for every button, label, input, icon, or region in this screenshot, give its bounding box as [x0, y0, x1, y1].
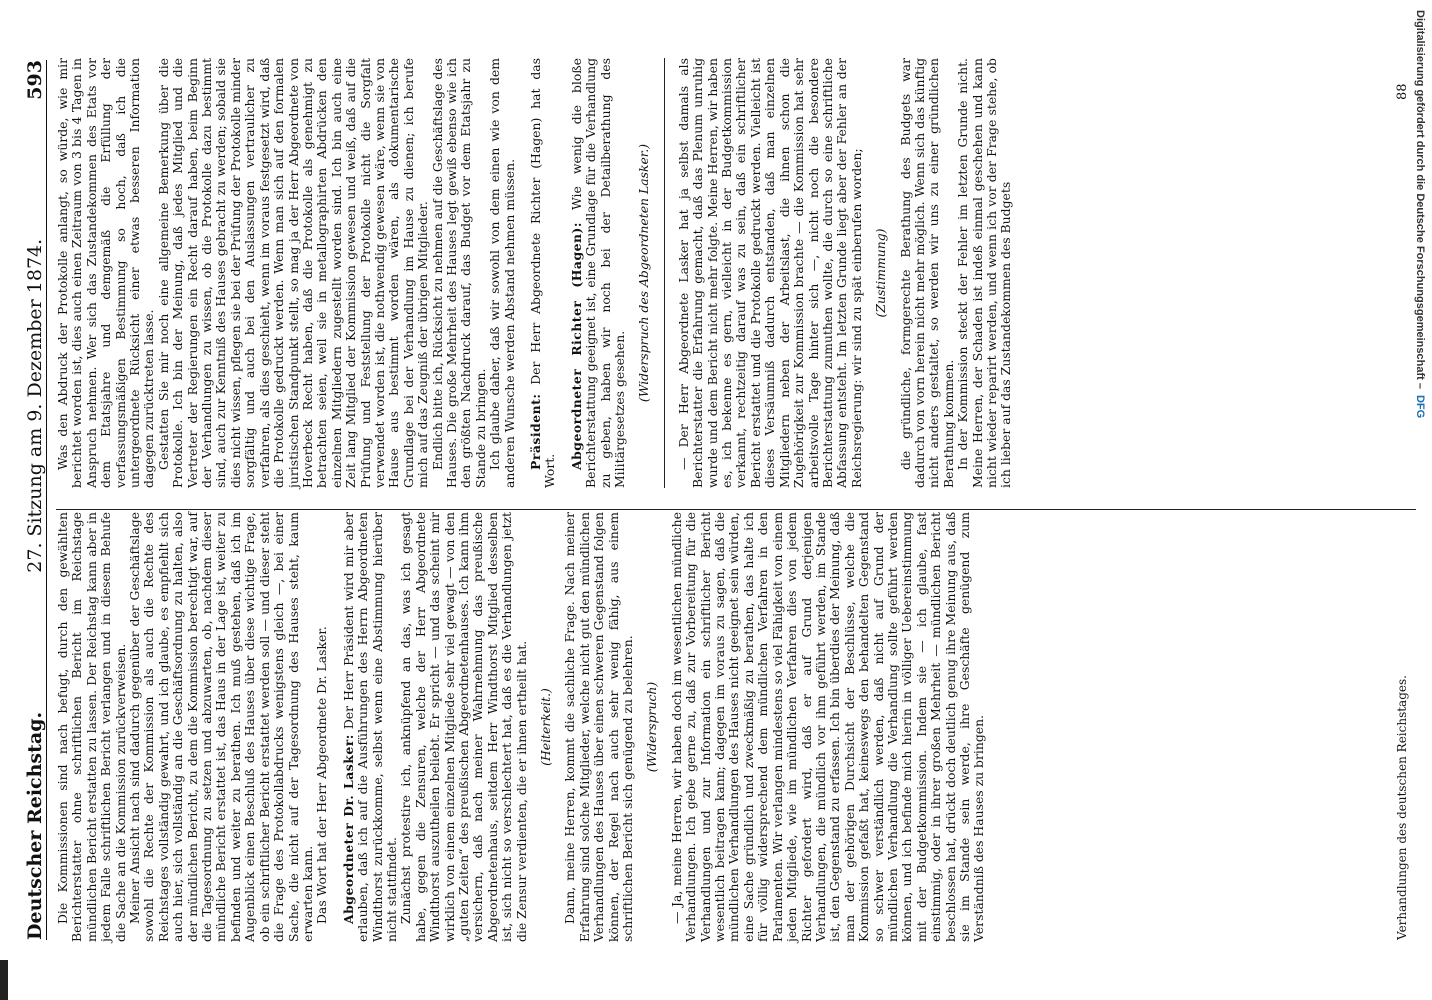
speech-text: Wie wenig die bloße Berichterstattung geeignet ist, eine Grundlage für die Verhandlung zu geben, haben wir noch bei der Detailberathung des Militärgesetzes gesehen. [568, 58, 628, 488]
paragraph: Zunächst protestire ich, anknüpfend an das, was ich gesagt habe, gegen die Zensuren, welche der Herr Abgeordnete Windthorst auszutheilen beliebt. Er spricht — und das scheint mir wirklich von einem einzelnen Mitgliede sehr viel gewagt — von den „guten Zeiten“ des preußischen Abgeordnetenhauses. Ich kann ihm versichern, daß nach meiner Wahrnehmung das preußische Abgeordnetenhaus, seitdem Herr Windthorst Mitglied desselben ist, sich nicht so verschlechtert hat, daß es die Verhandlungen jetzt die Zensur verdienten, die er ihnen ertheilt hat. [398, 512, 529, 942]
paragraph: Meiner Ansicht nach sind dadurch gegenüber der Geschäftslage sowohl die Rechte der Kommission als auch die Rechte des Reichstages vollständig gewahrt, und ich glaube, es empfiehlt sich auch hier, sich vollständig an die Geschäftsordnung zu halten, also der mündlichen Bericht, zu dem die Kommission berechtigt war, auf die Tagesordnung zu setzen und abzuwarten, ob, nachdem dieser mündliche Bericht erstattet ist, das Haus in der Lage ist, weiter zu befinden und weiter zu berathen. Ich muß gestehen, daß ich im Augenblick einen Beschluß des Hauses über diese wichtige Frage, ob ein schriftlicher Bericht erstattet werden soll — und dieser steht die Frage des Protokollabdrucks wenigstens gleich —, bei einer Sache, die nicht auf der Tagesordnung des Hauses steht, kaum erwarten kann. [127, 512, 315, 942]
header-publication: Deutscher Reichstag. [24, 711, 46, 940]
left-text-column [56, 512, 987, 942]
column-divider [56, 509, 1416, 510]
speech-text: Der Herr Abgeordnete Richter (Hagen) hat das Wort. [528, 58, 558, 488]
footer-note: Verhandlungen des deutschen Reichstages. [1395, 675, 1409, 940]
speaker-paragraph [529, 58, 558, 488]
paragraph: In der Kommission steckt der Fehler im letzten Grunde nicht. Meine Herren, der Schaden ist indeß einmal geschehen und kann nicht wieder reparirt werden, und wenn ich vor der Frage stehe, ob ich lieber auf das Zustandekommen des Budgets [955, 58, 1014, 488]
speaker-paragraph [570, 58, 628, 488]
paragraph: Gestatten Sie mir noch eine allgemeine Bemerkung über die Protokolle. Ich bin der Meinung, daß jedes Mitglied und die Vertreter der Regierungen ein Recht darauf haben, beim Beginn der Verhandlungen zu wissen, ob die Protokolle dazu bestimmt sind, auch zur Kenntniß des Hauses gebracht zu werden; sobald sie dies nicht wissen, pflegen sie bei der Prüfung der Protokolle minder sorgfältig und auch bei den Auslassungen vertraulicher zu verfahren, als dies geschieht, wenn im voraus festgesetzt wird, daß die Protokolle gedruckt werden. Wenn man sich auf den formalen juristischen Standpunkt stellt, so mag ja der Herr Abgeordnete von Hoverbeck Recht haben, daß die Protokolle als genehmigt zu betrachten seien, weil sie in metallographirten Abdrücken den einzelnen Mitgliedern zugestellt worden sind. Ich bin auch eine Zeit lang Mitglied der Kommission gewesen und weiß, daß auf die Prüfung und Feststellung der Protokolle nicht die Sorgfalt verwendet worden ist, die nothwendig gewesen wäre, wenn sie von Hause aus bestimmt worden wären, als dokumentarische Grundlage bei der Verhandlung im Hause zu dienen; ich berufe mich auf das Zeugniß der übrigen Mitglieder. [155, 58, 431, 488]
section-divider [664, 58, 665, 488]
speech-text: Der Herr Präsident wird mir aber erlauben, daß ich auf die Ausführungen des Herrn Abgeordneten Windthorst zurückkomme, selbst wenn eine Abstimmung hierüber nicht stattfindet. [340, 512, 399, 942]
speaker-name: Präsident: [528, 393, 543, 470]
scan-edge-mark [0, 960, 8, 1000]
stage-direction: (Widerspruch) [644, 681, 660, 773]
paragraph: Endlich bitte ich, Rücksicht zu nehmen auf die Geschäftslage des Hauses. Die große Mehrheit des Hauses legt gewiß ebenso wie ich den größten Nachdruck darauf, das Budget vor dem Etatsjahr zu Stande zu bringen. [429, 58, 488, 488]
header-session: 27. Sitzung am 9. Dezember 1874. [24, 238, 46, 573]
paragraph: — Der Herr Abgeordnete Lasker hat ja selbst damals als Berichterstatter die Erfahrung gemacht, daß das Plenum unruhig wurde und dem Bericht nicht mehr folgte. Meine Herren, wir haben es, ich bekenne es gern, vielleicht in der Budgetkommission verkannt, rechtzeitig darauf was zu sein, daß ein schriftlicher Bericht erstattet und die Protokolle gedruckt werden. Vielleicht ist dieses Versäumniß dadurch entstanden, daß man einzelnen Mitgliedern neben der Arbeitslast, die ihnen schon die Zugehörigkeit zur Kommission brachte — die Kommission hat sehr arbeitsvolle Tage hinter sich —, nicht noch die besondere Berichterstattung zumuthen wollte, die durch so eine schriftliche Abfassung entsteht. Im letzten Grunde liegt aber der Fehler an der Reichsregierung: wir sind zu spät einberufen worden; [675, 58, 864, 488]
paragraph: Dann, meine Herren, kommt die sachliche Frage. Nach meiner Erfahrung sind solche Mitglieder, welche nicht gut den mündlichen Verhandlungen des Hauses über einen schweren Gegenstand folgen können, der Regel nach auch sehr wenig fähig, aus einem schriftlichen Bericht sich genügend zu belehren. [562, 512, 636, 942]
stage-direction: (Zustimmung) [873, 228, 889, 318]
paragraph: Das Wort hat der Herr Abgeordnete Dr. Lasker. [314, 626, 330, 924]
paragraph: — Ja, meine Herren, wir haben doch im wesentlichen mündliche Verhandlungen. Ich gebe gerne zu, daß zur Vorbereitung für die Verhandlungen und zur Information ein schriftlicher Bericht wesentlich beitragen kann; dagegen im voraus zu sagen, daß die mündlichen Verhandlungen des Hauses nicht geeignet sein würden, eine Sache gründlich und zweckmäßig zu berathen, das halte ich für völlig widersprechend dem mündlichen Verfahren in den Parlamenten. Wir verlangen mindestens so viel Fähigkeit von einem jeden Mitgliede, wie im mündlichen Verfahren dies von jedem Richter gefordert wird, daß er auf Grund derjenigen Verhandlungen, die mündlich vor ihm geführt werden, im Stande ist, den Gegenstand zu erfassen. Ich bin überdies der Meinung, daß man der gehörigen Durchsicht der Beschlüsse, welche die Kommission gefaßt hat, keineswegs den behandelten Gegenstand so schwer verständlich werden, daß nicht auf Grund der mündlichen Verhandlung die Verhandlung sollte geführt werden können, und ich befinde mich hierin in völliger Uebereinstimmung mit der Budgetkommission. Indem sie — ich glaube, fast einstimmig, oder in ihrer großen Mehrheit — mündlichen Bericht beschlossen hat, drückt doch deutlich genug ihre Meinung aus, daß sie im Stande sein werde, ihre Geschäfte genügend zum Verständniß des Hauses zu bringen. [668, 512, 987, 942]
digitization-credit [1406, 10, 1426, 990]
page-number: 593 [24, 60, 46, 100]
speaker-name: Abgeordneter Dr. Lasker: [340, 734, 356, 924]
paragraph: Ich glaube daher, daß wir sowohl von dem einen wie von dem anderen Wunsche werden Abstand nehmen müssen. [487, 58, 517, 488]
page-header [12, 60, 47, 940]
stage-direction: (Heiterkeit.) [538, 688, 553, 766]
stage-direction: (Widerspruch des Abgeordneten Lasker.) [636, 143, 652, 403]
signature-mark: 88 [1395, 83, 1410, 100]
credit-text: Digitalisierung gefördert durch die Deutsche Forschungsgemeinschaft – [1414, 10, 1426, 389]
paragraph: Die Kommissionen sind nach befugt, durch den gewählten Berichterstatter ohne schriftlichen Bericht im Reichstage mündlichen Bericht erstatten zu lassen. Der Reichstag kann aber in jedem Falle schriftlichen Bericht verlangen und in diesem Behufe die Sache an die Kommission zurückverweisen. [55, 512, 128, 942]
paragraph: die gründliche, formgerechte Berathung des Budgets war dadurch von vorn herein nicht mehr möglich. Wenn sich das künftig nicht anders gestaltet, so werden wir uns zu einer gründlichen Berathung kommen. [897, 58, 956, 488]
right-text-column [56, 58, 1014, 488]
speaker-name: Abgeordneter Richter (Hagen): [568, 222, 584, 470]
dfg-logo: DFG [1414, 394, 1426, 419]
speaker-paragraph [342, 512, 400, 942]
paragraph: Was den Abdruck der Protokolle anlangt, so würde, wie mir berichtet worden ist, dies auch einen Zeitraum von 3 bis 4 Tagen in Anspruch nehmen. Wer sich das Zustandekommen des Etats vor dem Etatsjahre und demgemäß die Erfüllung der verfassungsmäßigen Bestimmung so hoch, daß ich die untergeordnete Rücksicht einer etwas besseren Information dagegen zurücktreten lasse. [55, 58, 157, 488]
